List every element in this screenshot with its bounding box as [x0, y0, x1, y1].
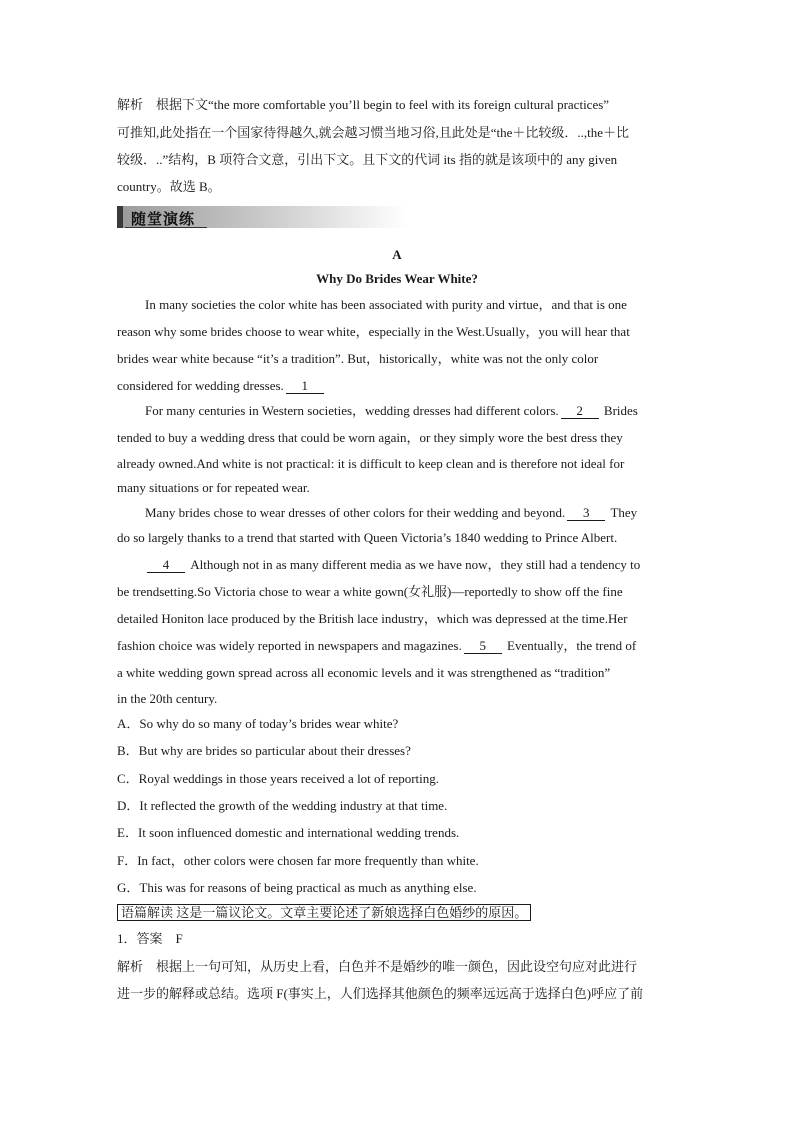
p4-line-6: in the 20th century. — [117, 691, 218, 706]
blank-4[interactable]: 4 — [147, 558, 185, 573]
option-c: C．Royal weddings in those years received a lot of reporting. — [117, 771, 440, 786]
p4-line-5: a white wedding gown spread across all economic levels and it was strengthened as “tradition” — [117, 665, 611, 680]
p2-text-b: Brides — [603, 403, 638, 418]
section-header-bar — [117, 206, 123, 228]
p2-text-a: For many centuries in Western societies，wedding dresses had different colors. — [145, 403, 559, 418]
section-title-underline — [125, 227, 207, 228]
p4-line-1 — [117, 556, 705, 574]
option-b: B．But why are brides so particular about their dresses? — [117, 743, 411, 758]
p1-line-4 — [117, 377, 677, 395]
blank-5[interactable]: 5 — [464, 639, 502, 654]
p3-line-1 — [117, 504, 705, 522]
explain-line-1: 解析 根据上一句可知，从历史上看，白色并不是婚纱的唯一颜色，因此设空句应对此进行 — [117, 959, 638, 974]
p1-line-3: brides wear white because “it’s a tradition”. But，historically，white was not the only color — [117, 351, 599, 366]
p4-text-a: Although not in as many different media as we have now，they still had a tendency to — [190, 557, 641, 572]
p4-line-4 — [117, 637, 677, 655]
option-d: D．It reflected the growth of the wedding industry at that time. — [117, 798, 448, 813]
blank-1[interactable]: 1 — [286, 379, 324, 394]
passage-title: Why Do Brides Wear White? — [316, 271, 478, 286]
p2-line-3: already owned.And white is not practical: it is difficult to keep clean and is therefore not ideal for — [117, 456, 625, 471]
p3-line-2: do so largely thanks to a trend that started with Queen Victoria’s 1840 wedding to Prince Albert. — [117, 530, 618, 545]
blank-3[interactable]: 3 — [567, 506, 605, 521]
p1-line-1: In many societies the color white has been associated with purity and virtue，and that is one — [145, 297, 627, 312]
p4-line-3: detailed Honiton lace produced by the British lace industry，which was depressed at the time.Her — [117, 611, 628, 626]
p1-line-2: reason why some brides choose to wear white，especially in the West.Usually，you will hear that — [117, 324, 630, 339]
p4-text-b: fashion choice was widely reported in newspapers and magazines. — [117, 638, 462, 653]
intro-line-4: country。故选 B。 — [117, 179, 221, 194]
section-header — [117, 206, 407, 228]
intro-line-2: 可推知,此处指在一个国家待得越久,就会越习惯当地习俗,且此处是“the＋比较级．..,the＋比 — [117, 125, 630, 140]
p4-text-c: Eventually，the trend of — [507, 638, 637, 653]
section-title: 随堂演练 — [131, 210, 196, 228]
discourse-analysis — [117, 904, 677, 922]
discourse-analysis-box: 语篇解读 这是一篇议论文。文章主要论述了新娘选择白色婚纱的原因。 — [117, 904, 531, 921]
p1-text: considered for wedding dresses. — [117, 378, 284, 393]
option-a: A．So why do so many of today’s brides wear white? — [117, 716, 399, 731]
p2-line-4: many situations or for repeated wear. — [117, 480, 310, 495]
p2-line-2: tended to buy a wedding dress that could be worn again，or they simply wore the best dress they — [117, 430, 623, 445]
option-g: G．This was for reasons of being practical as much as anything else. — [117, 880, 477, 895]
intro-line-3: 较级．..”结构，B 项符合文意，引出下文。且下文的代词 its 指的就是该项中的 any given — [117, 152, 618, 167]
p3-text-a: Many brides chose to wear dresses of other colors for their wedding and beyond. — [145, 505, 566, 520]
blank-2[interactable]: 2 — [561, 404, 599, 419]
answer-1: 1．答案 F — [117, 931, 183, 946]
explain-line-2: 进一步的解释或总结。选项 F(事实上，人们选择其他颜色的频率远远高于选择白色)呼应了前 — [117, 986, 644, 1001]
passage-label: A — [392, 247, 402, 262]
p4-line-2: be trendsetting.So Victoria chose to wear a white gown(女礼服)—reportedly to show off the fine — [117, 584, 623, 599]
option-e: E．It soon influenced domestic and international wedding trends. — [117, 825, 460, 840]
intro-line-1: 解析 根据下文“the more comfortable you’ll begin to feel with its foreign cultural practices” — [117, 97, 610, 112]
option-f: F．In fact，other colors were chosen far more frequently than white. — [117, 853, 479, 868]
p3-text-b: They — [610, 505, 638, 520]
p2-line-1 — [117, 402, 705, 420]
